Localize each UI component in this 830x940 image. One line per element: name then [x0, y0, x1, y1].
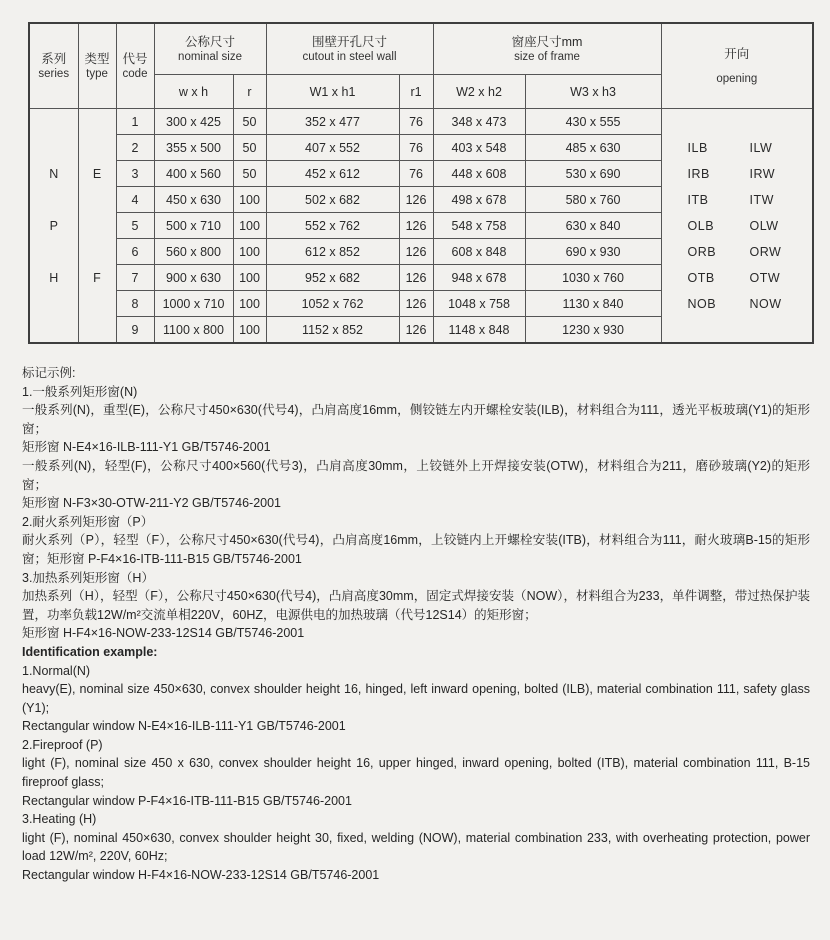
opening-code: ORB	[687, 244, 717, 259]
note-line: 加热系列（H），轻型（F），公称尺寸450×630(代号4)，凸肩高度30mm，固定式焊接安装（NOW），材料组合为233，单件调整，带过热保护装置，功率负载12W/m²交流单相220V，60HZ，电源供电的加热玻璃（代号12S14）的矩形窗；	[22, 589, 810, 622]
col-header-frame-en: size of frame	[514, 51, 580, 63]
cell-wxh: 1100 x 800	[154, 317, 233, 344]
opening-code-pair	[662, 239, 813, 265]
subheader-w3h3: W3 x h3	[525, 75, 661, 109]
note-line: Rectangular window P-F4×16-ITB-111-B15 GB/T5746-2001	[22, 793, 352, 808]
opening-code: ORW	[749, 244, 782, 259]
subheader-w1h1: W1 x h1	[266, 75, 399, 109]
cell-w1h1: 1152 x 852	[266, 317, 399, 344]
cell-w1h1: 952 x 682	[266, 265, 399, 291]
note-line: light (F), nominal 450×630, convex shoulder height 30, fixed, welding (NOW), material combination 233, with overheating protection, power load 12W/m², 220V, 60Hz;	[22, 830, 810, 864]
col-header-nominal-cn: 公称尺寸	[185, 35, 236, 49]
note-line: Rectangular window H-F4×16-NOW-233-12S14 GB/T5746-2001	[22, 868, 380, 883]
cell-w1h1: 352 x 477	[266, 109, 399, 135]
cell-r1: 126	[399, 187, 433, 213]
col-header-cutout	[266, 23, 433, 75]
cell-code: 4	[116, 187, 154, 213]
opening-code: ILB	[687, 140, 708, 155]
col-header-series-en: series	[38, 68, 70, 80]
cell-wxh: 500 x 710	[154, 213, 233, 239]
cell-w3h3: 630 x 840	[525, 213, 661, 239]
cell-w1h1: 502 x 682	[266, 187, 399, 213]
cell-r: 50	[233, 109, 266, 135]
type-values-stack	[79, 109, 116, 342]
col-header-type-en: type	[86, 68, 108, 80]
series-value: P	[49, 218, 58, 233]
opening-code: ITW	[749, 192, 774, 207]
cell-wxh: 1000 x 710	[154, 291, 233, 317]
cell-wxh: 355 x 500	[154, 135, 233, 161]
cell-code: 9	[116, 317, 154, 344]
cell-r1: 126	[399, 239, 433, 265]
cell-wxh: 400 x 560	[154, 161, 233, 187]
note-line: 3.Heating (H)	[22, 812, 97, 827]
notes-section	[22, 364, 810, 885]
opening-code: NOB	[687, 296, 717, 311]
col-header-code-en: code	[122, 68, 148, 80]
subheader-r: r	[233, 75, 266, 109]
opening-code-pair	[662, 213, 813, 239]
cell-code: 7	[116, 265, 154, 291]
note-line: Rectangular window N-E4×16-ILB-111-Y1 GB/T5746-2001	[22, 719, 346, 734]
note-line: 1.Normal(N)	[22, 663, 91, 678]
opening-code: IRB	[687, 166, 710, 181]
series-value: N	[49, 166, 59, 181]
col-header-opening-cn: 开向	[724, 47, 750, 61]
col-header-code	[116, 23, 154, 109]
cell-r1: 76	[399, 161, 433, 187]
cell-r: 100	[233, 317, 266, 344]
cell-wxh: 900 x 630	[154, 265, 233, 291]
cell-wxh: 300 x 425	[154, 109, 233, 135]
opening-code: OLB	[687, 218, 715, 233]
col-header-nominal-en: nominal size	[178, 51, 242, 63]
cell-w3h3: 430 x 555	[525, 109, 661, 135]
opening-code: OTW	[749, 270, 781, 285]
opening-code: OLW	[749, 218, 779, 233]
cell-w3h3: 1030 x 760	[525, 265, 661, 291]
series-values-stack	[30, 109, 78, 342]
cell-w3h3: 530 x 690	[525, 161, 661, 187]
note-line: 标记示例:	[22, 366, 76, 380]
opening-codes-cell	[661, 109, 813, 344]
col-header-type	[78, 23, 116, 109]
note-line: 耐火系列（P），轻型（F），公称尺寸450×630(代号4)，凸肩高度16mm，上铰链内上开螺栓安装(ITB)，材料组合为111，耐火玻璃B-15的矩形窗；矩形窗 P-F4×16-ITB-111-B15 GB/T5746-2001	[22, 533, 810, 566]
cell-w3h3: 485 x 630	[525, 135, 661, 161]
cell-r: 50	[233, 135, 266, 161]
note-line: 矩形窗 N-F3×30-OTW-211-Y2 GB/T5746-2001	[22, 496, 282, 511]
cell-r1: 126	[399, 265, 433, 291]
opening-code: OTB	[687, 270, 715, 285]
note-line: 一般系列(N)，重型(E)，公称尺寸450×630(代号4)，凸肩高度16mm，侧铰链左内开螺栓安装(ILB)，材料组合为111，透光平板玻璃(Y1)的矩形窗；	[22, 403, 810, 436]
note-line: 矩形窗 N-E4×16-ILB-111-Y1 GB/T5746-2001	[22, 440, 271, 455]
cell-w2h2: 498 x 678	[433, 187, 525, 213]
opening-code-pair	[662, 135, 813, 161]
col-header-frame-size	[433, 23, 661, 75]
cell-w1h1: 452 x 612	[266, 161, 399, 187]
col-header-series	[29, 23, 78, 109]
dimension-table	[28, 22, 814, 344]
opening-code-pair	[662, 291, 813, 317]
cell-code: 6	[116, 239, 154, 265]
col-header-code-cn: 代号	[122, 52, 148, 66]
cell-r1: 126	[399, 213, 433, 239]
col-header-type-cn: 类型	[84, 52, 110, 66]
cell-r: 100	[233, 291, 266, 317]
table-row	[29, 109, 813, 135]
note-line: 矩形窗 H-F4×16-NOW-233-12S14 GB/T5746-2001	[22, 626, 305, 641]
type-values-cell	[78, 109, 116, 344]
note-line: 3.加热系列矩形窗（H）	[22, 570, 154, 585]
opening-code: ILW	[749, 140, 773, 155]
cell-code: 1	[116, 109, 154, 135]
cell-code: 5	[116, 213, 154, 239]
opening-code: IRW	[749, 166, 776, 181]
col-header-opening-en: opening	[716, 73, 758, 85]
cell-w1h1: 1052 x 762	[266, 291, 399, 317]
opening-code-pair	[662, 187, 813, 213]
note-line: 2.Fireproof (P)	[22, 737, 103, 752]
type-value: F	[93, 270, 101, 285]
cell-code: 8	[116, 291, 154, 317]
cell-wxh: 450 x 630	[154, 187, 233, 213]
opening-code: ITB	[687, 192, 709, 207]
subheader-wxh: w x h	[154, 75, 233, 109]
cell-r1: 126	[399, 317, 433, 344]
note-line: 1.一般系列矩形窗(N)	[22, 384, 138, 399]
cell-w3h3: 580 x 760	[525, 187, 661, 213]
cell-w2h2: 348 x 473	[433, 109, 525, 135]
opening-code: NOW	[749, 296, 782, 311]
cell-wxh: 560 x 800	[154, 239, 233, 265]
type-value: E	[92, 166, 102, 181]
cell-code: 2	[116, 135, 154, 161]
cell-w2h2: 1048 x 758	[433, 291, 525, 317]
cell-r: 100	[233, 239, 266, 265]
col-header-opening	[661, 23, 813, 109]
series-values-cell	[29, 109, 78, 344]
cell-w2h2: 548 x 758	[433, 213, 525, 239]
cell-w1h1: 407 x 552	[266, 135, 399, 161]
cell-r: 50	[233, 161, 266, 187]
opening-code-pair	[662, 161, 813, 187]
col-header-nominal-size	[154, 23, 266, 75]
cell-code: 3	[116, 161, 154, 187]
cell-w3h3: 1230 x 930	[525, 317, 661, 344]
cell-r1: 76	[399, 135, 433, 161]
col-header-cutout-cn: 围壁开孔尺寸	[312, 35, 388, 49]
cell-w3h3: 1130 x 840	[525, 291, 661, 317]
col-header-series-cn: 系列	[41, 52, 67, 66]
cell-w1h1: 612 x 852	[266, 239, 399, 265]
cell-w1h1: 552 x 762	[266, 213, 399, 239]
cell-w2h2: 948 x 678	[433, 265, 525, 291]
cell-r1: 76	[399, 109, 433, 135]
cell-w2h2: 403 x 548	[433, 135, 525, 161]
cell-w2h2: 448 x 608	[433, 161, 525, 187]
col-header-frame-cn: 窗座尺寸mm	[511, 35, 583, 49]
col-header-cutout-en: cutout in steel wall	[302, 51, 397, 63]
cell-r1: 126	[399, 291, 433, 317]
note-line: 2.耐火系列矩形窗（P）	[22, 514, 154, 529]
note-line: heavy(E), nominal size 450×630, convex shoulder height 16, hinged, left inward opening, bolted (ILB), material combination 111, safety glass (Y1);	[22, 682, 810, 715]
series-value: H	[49, 270, 59, 285]
note-line: Identification example:	[22, 644, 158, 659]
cell-r: 100	[233, 265, 266, 291]
note-line: 一般系列(N)，轻型(F)，公称尺寸400×560(代号3)，凸肩高度30mm，上铰链外上开焊接安装(OTW)，材料组合为211，磨砂玻璃(Y2)的矩形窗；	[22, 458, 810, 492]
opening-code-pair	[662, 265, 813, 291]
cell-w2h2: 1148 x 848	[433, 317, 525, 344]
cell-r: 100	[233, 187, 266, 213]
subheader-r1: r1	[399, 75, 433, 109]
note-line: light (F), nominal size 450 x 630, convex shoulder height 16, upper hinged, inward opening, bolted (ITB), material combination 111, B-15 fireproof glass;	[22, 756, 810, 790]
cell-w3h3: 690 x 930	[525, 239, 661, 265]
cell-r: 100	[233, 213, 266, 239]
cell-w2h2: 608 x 848	[433, 239, 525, 265]
subheader-w2h2: W2 x h2	[433, 75, 525, 109]
